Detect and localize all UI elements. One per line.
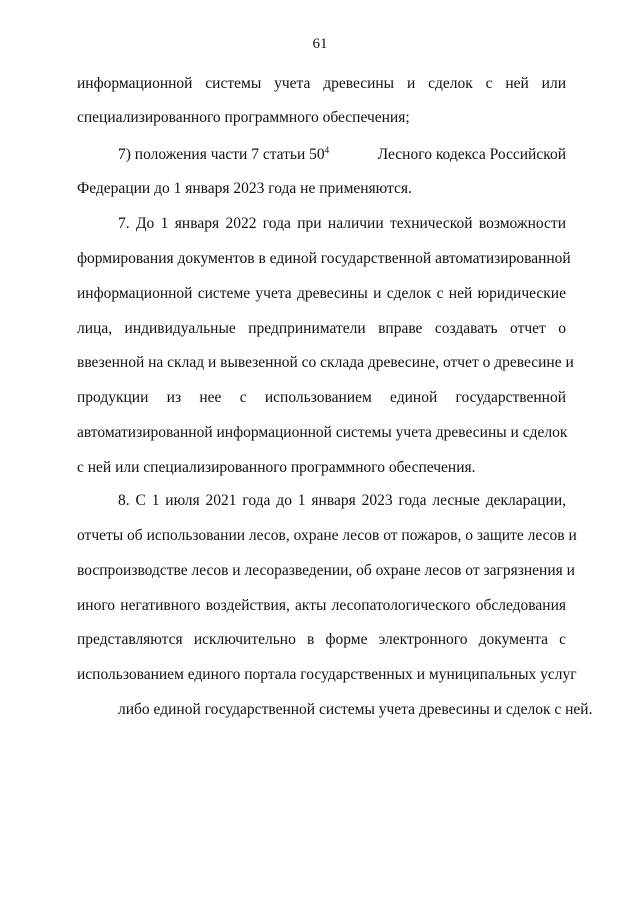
text-line: с ней или специализированного программного обеспечения. — [77, 459, 476, 476]
text-line: либо единой государственной системы учета древесины и сделок с ней. — [118, 701, 593, 718]
text-line: отчеты об использовании лесов, охране лесов от пожаров, о защите лесов и — [77, 527, 577, 544]
text-line: ввезенной на склад и вывезенной со склада древесине, отчет о древесине и — [77, 354, 574, 371]
text-line: использованием единого портала государственных и муниципальных услуг — [77, 666, 577, 683]
text-line — [118, 145, 566, 165]
text-line: формирования документов в единой государственной автоматизированной — [77, 250, 571, 267]
text-line: 7. До 1 января 2022 года при наличии технической возможности — [118, 215, 566, 232]
item-7-head: 7) положения части 7 статьи $50^4$ — [118, 145, 330, 163]
text-line: представляются исключительно в форме электронного документа с — [77, 631, 566, 648]
item-7-tail: Лесного кодекса Российской — [377, 146, 566, 163]
text-line: информационной системе учета древесины и сделок с ней юридические — [77, 285, 566, 302]
text-line: Федерации до 1 января 2023 года не применяются. — [77, 180, 412, 197]
text-line: иного негативного воздействия, акты лесопатологического обследования — [77, 597, 566, 614]
text-line: продукции из нее с использованием единой государственной — [77, 389, 566, 406]
text-line: автоматизированной информационной системы учета древесины и сделок — [77, 424, 568, 441]
text-line: лица, индивидуальные предприниматели вправе создавать отчет о — [77, 320, 566, 337]
text-line: 8. С 1 июля 2021 года до 1 января 2023 года лесные декларации, — [118, 492, 566, 509]
text-line: специализированного программного обеспечения; — [77, 109, 410, 126]
article-superscript: 4 — [324, 145, 330, 155]
text-line: воспроизводстве лесов и лесоразведении, об охране лесов от загрязнения и — [77, 562, 575, 579]
text-line: информационной системы учета древесины и сделок с ней или — [77, 75, 566, 92]
page-number: 61 — [312, 36, 328, 52]
